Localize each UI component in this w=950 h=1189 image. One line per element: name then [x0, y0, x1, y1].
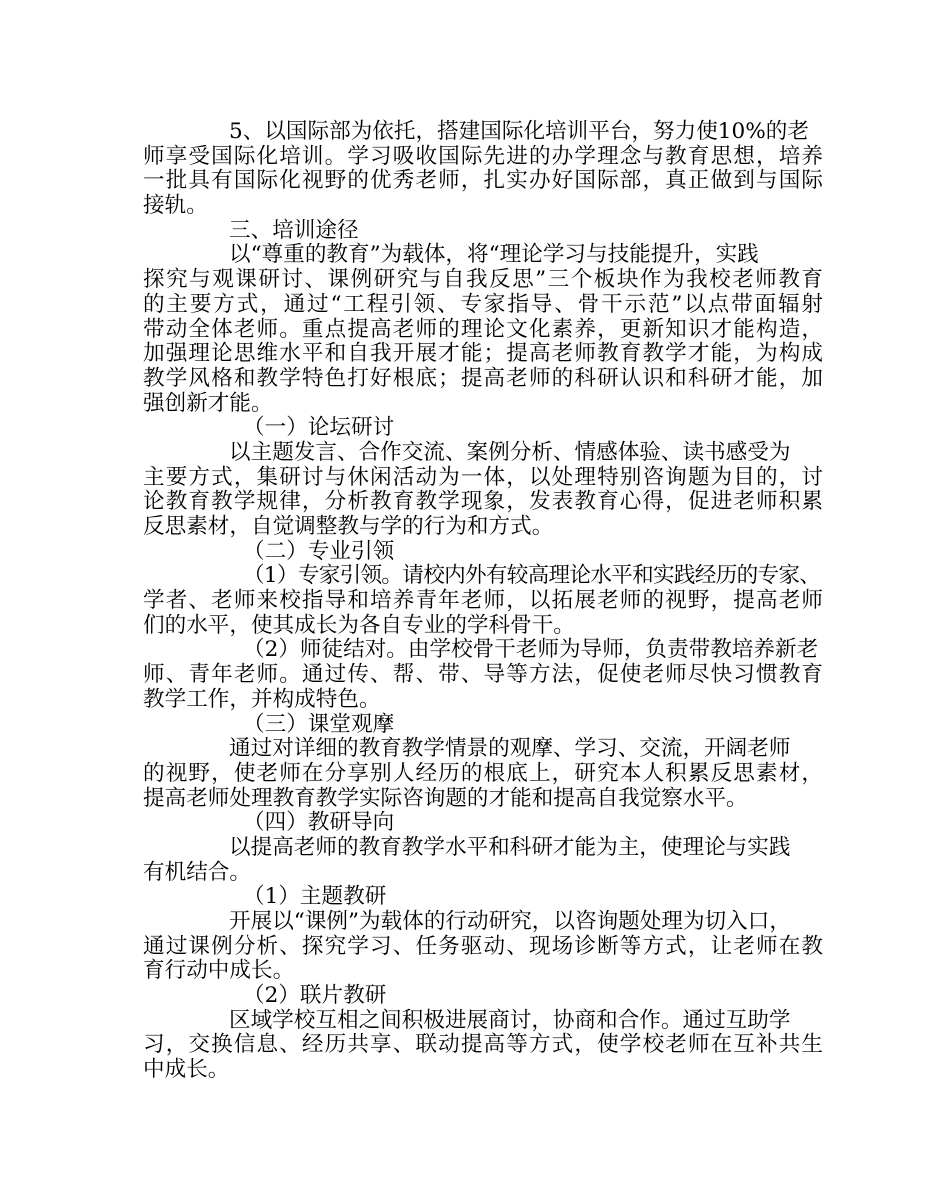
paragraph-line: 反思素材，自觉调整教与学的行为和方式。 [143, 514, 554, 539]
paragraph-line: 们的水平，使其成长为各自专业的学科骨干。 [143, 612, 575, 638]
paragraph-line: 带动全体老师。重点提高老师的理论文化素养，更新知识才能构造， [143, 316, 823, 342]
paragraph-line: 接轨。 [143, 193, 208, 219]
paragraph-line: 的主要方式，通过“工程引领、专家指导、骨干示范”以点带面辐射 [143, 291, 823, 317]
paragraph-line: 提高老师处理教育教学实际咨询题的才能和提高自我觉察水平。 [143, 785, 748, 811]
paragraph-line: 以主题发言、合作交流、案例分析、情感体验、读书感受为 [229, 439, 791, 465]
subsection-heading: （三）课堂观摩 [243, 711, 395, 737]
paragraph-line: 论教育教学规律，分析教育教学现象，发表教育心得，促进老师积累 [143, 489, 823, 515]
paragraph-line: 师、青年老师。通过传、帮、带、导等方法，促使老师尽快习惯教育 [143, 662, 823, 688]
paragraph-line: 一批具有国际化视野的优秀老师，扎实办好国际部，真正做到与国际 [143, 168, 823, 194]
paragraph-line: 探究与观课研讨、课例研究与自我反思”三个板块作为我校老师教育 [143, 267, 823, 293]
subsection-heading: （二）专业引领 [243, 538, 395, 564]
paragraph-line: （1）专家引领。请校内外有较高理论水平和实践经历的专家、 [243, 563, 821, 589]
subsection-heading: （2）联片教研 [243, 983, 387, 1009]
document-body [143, 120, 823, 1083]
paragraph-line: 有机结合。 [143, 859, 251, 885]
paragraph-line: 教学工作，并构成特色。 [143, 686, 381, 712]
paragraph-line: 师享受国际化培训。学习吸收国际先进的办学理念与教育思想，培养 [143, 143, 823, 169]
paragraph-line: 育行动中成长。 [143, 958, 295, 984]
subsection-heading: （四）教研导向 [243, 810, 395, 836]
paragraph-line: （2）师徒结对。由学校骨干老师为导师，负责带教培养新老 [243, 637, 819, 663]
subsection-heading: （1）主题教研 [243, 884, 387, 910]
paragraph-line: 区域学校互相之间积极进展商讨，协商和合作。通过互助学 [229, 1007, 791, 1033]
paragraph-line: 主要方式，集研讨与休闲活动为一体，以处理特别咨询题为目的，讨 [143, 464, 823, 490]
paragraph-line: 强创新才能。 [143, 390, 273, 416]
paragraph-line: 以“尊重的教育”为载体，将“理论学习与技能提升，实践 [229, 242, 759, 268]
paragraph-line: 习，交换信息、经历共享、联动提高等方式，使学校老师在互补共生 [143, 1032, 823, 1058]
paragraph-line: 开展以“课例”为载体的行动研究，以咨询题处理为切入口， [229, 909, 791, 934]
paragraph-line: 加强理论思维水平和自我开展才能；提高老师教育教学才能，为构成 [143, 341, 823, 367]
paragraph-line: 通过课例分析、探究学习、任务驱动、现场诊断等方式，让老师在教 [143, 933, 823, 959]
paragraph-line: 学者、老师来校指导和培养青年老师，以拓展老师的视野，提高老师 [143, 588, 823, 614]
section-heading: 三、培训途径 [229, 217, 359, 243]
paragraph-line: 教学风格和教学特色打好根底；提高老师的科研认识和科研才能，加 [143, 365, 823, 391]
paragraph-line: 以提高老师的教育教学水平和科研才能为主，使理论与实践 [229, 834, 791, 860]
paragraph-line: 的视野，使老师在分享别人经历的根底上，研究本人积累反思素材， [143, 760, 823, 786]
paragraph-line: 5、以国际部为依托，搭建国际化培训平台，努力使10%的老 [229, 119, 809, 144]
subsection-heading: （一）论坛研讨 [243, 415, 395, 441]
paragraph-line: 中成长。 [143, 1057, 230, 1083]
paragraph-line: 通过对详细的教育教学情景的观摩、学习、交流，开阔老师 [229, 736, 791, 762]
